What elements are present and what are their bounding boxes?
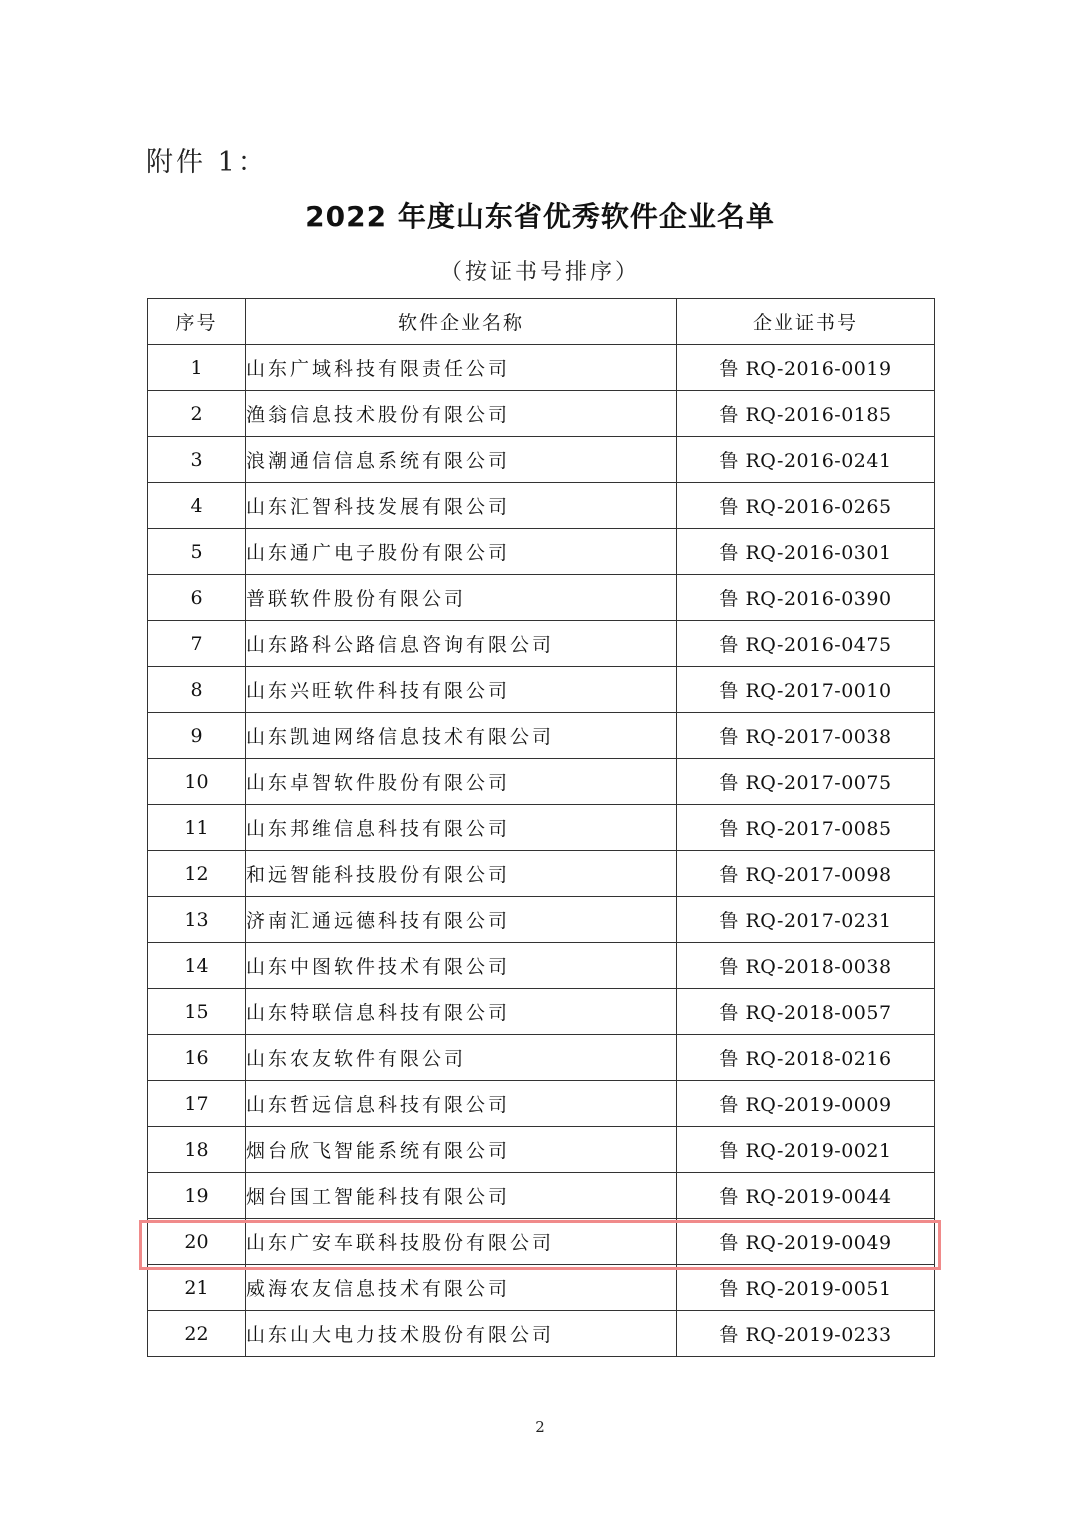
cell-no: 13 — [148, 897, 246, 943]
cell-no: 14 — [148, 943, 246, 989]
cell-no: 10 — [148, 759, 246, 805]
header-cert: 企业证书号 — [677, 299, 935, 345]
cell-no: 12 — [148, 851, 246, 897]
cell-name: 山东汇智科技发展有限公司 — [246, 483, 677, 529]
table-row — [148, 529, 935, 575]
attachment-label: 附件 1： — [146, 147, 268, 178]
table-row — [148, 943, 935, 989]
cell-cert: 鲁 RQ-2019-0051 — [677, 1265, 935, 1311]
cell-cert: 鲁 RQ-2016-0475 — [677, 621, 935, 667]
cell-name: 山东卓智软件股份有限公司 — [246, 759, 677, 805]
cell-no: 2 — [148, 391, 246, 437]
cell-name: 普联软件股份有限公司 — [246, 575, 677, 621]
cell-no: 9 — [148, 713, 246, 759]
cell-name: 山东通广电子股份有限公司 — [246, 529, 677, 575]
cell-cert: 鲁 RQ-2016-0185 — [677, 391, 935, 437]
cell-no: 21 — [148, 1265, 246, 1311]
cell-name: 山东哲远信息科技有限公司 — [246, 1081, 677, 1127]
cell-name: 烟台欣飞智能系统有限公司 — [246, 1127, 677, 1173]
table-row — [148, 805, 935, 851]
cell-no: 19 — [148, 1173, 246, 1219]
cell-no: 7 — [148, 621, 246, 667]
table-row — [148, 1311, 935, 1357]
table-row — [148, 1173, 935, 1219]
cell-cert: 鲁 RQ-2016-0241 — [677, 437, 935, 483]
cell-no: 6 — [148, 575, 246, 621]
cell-no: 17 — [148, 1081, 246, 1127]
cell-cert: 鲁 RQ-2017-0231 — [677, 897, 935, 943]
cell-name: 渔翁信息技术股份有限公司 — [246, 391, 677, 437]
table-row — [148, 345, 935, 391]
cell-cert: 鲁 RQ-2017-0010 — [677, 667, 935, 713]
cell-name: 山东广安车联科技股份有限公司 — [246, 1219, 677, 1265]
table-row — [148, 1035, 935, 1081]
cell-cert: 鲁 RQ-2017-0038 — [677, 713, 935, 759]
cell-name: 山东中图软件技术有限公司 — [246, 943, 677, 989]
cell-no: 20 — [148, 1219, 246, 1265]
cell-name: 浪潮通信信息系统有限公司 — [246, 437, 677, 483]
table-row — [148, 1081, 935, 1127]
header-no: 序号 — [148, 299, 246, 345]
table-row — [148, 759, 935, 805]
cell-no: 4 — [148, 483, 246, 529]
table-row — [148, 851, 935, 897]
cell-no: 11 — [148, 805, 246, 851]
cell-no: 16 — [148, 1035, 246, 1081]
cell-name: 烟台国工智能科技有限公司 — [246, 1173, 677, 1219]
cell-cert: 鲁 RQ-2016-0265 — [677, 483, 935, 529]
table-row — [148, 1265, 935, 1311]
cell-no: 3 — [148, 437, 246, 483]
table-header-row — [148, 299, 935, 345]
cell-cert: 鲁 RQ-2019-0044 — [677, 1173, 935, 1219]
cell-cert: 鲁 RQ-2016-0019 — [677, 345, 935, 391]
cell-cert: 鲁 RQ-2018-0216 — [677, 1035, 935, 1081]
table-row-highlighted — [148, 1219, 935, 1265]
table-row — [148, 1127, 935, 1173]
cell-cert: 鲁 RQ-2018-0038 — [677, 943, 935, 989]
cell-no: 18 — [148, 1127, 246, 1173]
table-row — [148, 667, 935, 713]
cell-name: 山东广域科技有限责任公司 — [246, 345, 677, 391]
table-row — [148, 897, 935, 943]
table-row — [148, 989, 935, 1035]
cell-cert: 鲁 RQ-2016-0390 — [677, 575, 935, 621]
table-row — [148, 713, 935, 759]
cell-no: 1 — [148, 345, 246, 391]
cell-cert: 鲁 RQ-2017-0085 — [677, 805, 935, 851]
cell-cert: 鲁 RQ-2016-0301 — [677, 529, 935, 575]
cell-cert: 鲁 RQ-2018-0057 — [677, 989, 935, 1035]
cell-name: 和远智能科技股份有限公司 — [246, 851, 677, 897]
cell-name: 山东兴旺软件科技有限公司 — [246, 667, 677, 713]
page-number: 2 — [535, 1418, 545, 1436]
cell-cert: 鲁 RQ-2019-0021 — [677, 1127, 935, 1173]
cell-cert: 鲁 RQ-2017-0075 — [677, 759, 935, 805]
cell-no: 5 — [148, 529, 246, 575]
cell-name: 山东山大电力技术股份有限公司 — [246, 1311, 677, 1357]
cell-name: 山东路科公路信息咨询有限公司 — [246, 621, 677, 667]
cell-no: 15 — [148, 989, 246, 1035]
cell-cert: 鲁 RQ-2019-0049 — [677, 1219, 935, 1265]
cell-name: 威海农友信息技术有限公司 — [246, 1265, 677, 1311]
cell-cert: 鲁 RQ-2019-0233 — [677, 1311, 935, 1357]
cell-name: 山东凯迪网络信息技术有限公司 — [246, 713, 677, 759]
enterprise-table — [147, 298, 935, 1357]
table-row — [148, 483, 935, 529]
cell-name: 山东农友软件有限公司 — [246, 1035, 677, 1081]
table-row — [148, 621, 935, 667]
cell-no: 22 — [148, 1311, 246, 1357]
cell-no: 8 — [148, 667, 246, 713]
cell-name: 济南汇通远德科技有限公司 — [246, 897, 677, 943]
header-name: 软件企业名称 — [246, 299, 677, 345]
cell-cert: 鲁 RQ-2019-0009 — [677, 1081, 935, 1127]
cell-name: 山东邦维信息科技有限公司 — [246, 805, 677, 851]
table-row — [148, 437, 935, 483]
document-subtitle: （按证书号排序） — [439, 260, 640, 285]
table-row — [148, 575, 935, 621]
document-title: 2022 年度山东省优秀软件企业名单 — [305, 200, 775, 233]
table-row — [148, 391, 935, 437]
cell-cert: 鲁 RQ-2017-0098 — [677, 851, 935, 897]
cell-name: 山东特联信息科技有限公司 — [246, 989, 677, 1035]
